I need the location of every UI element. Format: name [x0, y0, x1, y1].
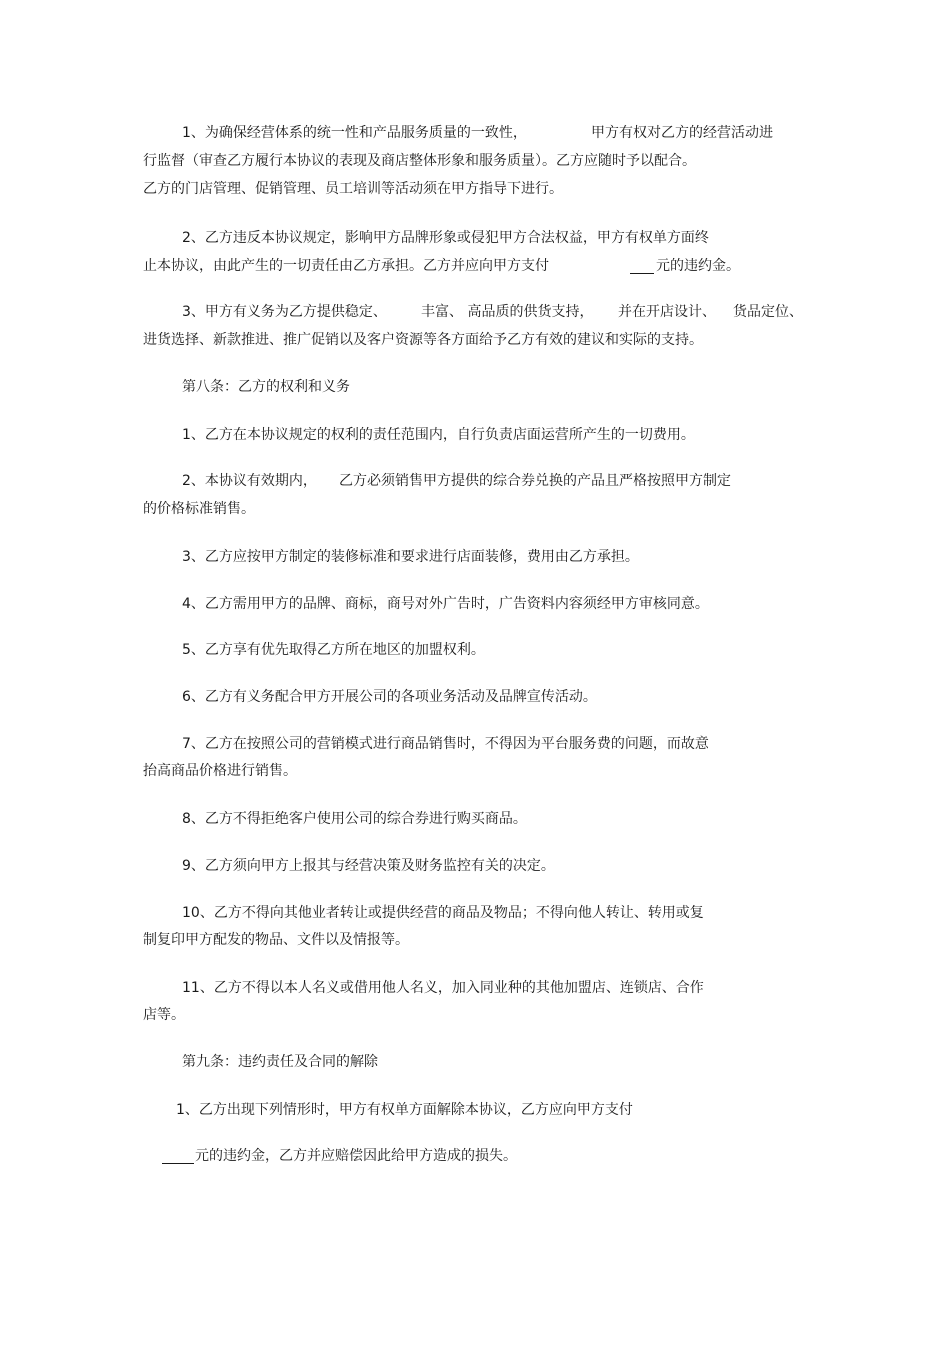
section-heading-article-9: 第九条：违约责任及合同的解除: [182, 1054, 378, 1070]
para-9-1-line-1: 1、乙方出现下列情形时，甲方有权单方面解除本协议，乙方应向甲方支付: [176, 1102, 633, 1118]
para-8-3: 3、乙方应按甲方制定的装修标准和要求进行店面装修，费用由乙方承担。: [182, 549, 639, 565]
para-8-4: 4、乙方需用甲方的品牌、商标，商号对外广告时，广告资料内容须经甲方审核同意。: [182, 596, 709, 612]
para-8-1: 1、乙方在本协议规定的权利的责任范围内，自行负责店面运营所产生的一切费用。: [182, 427, 695, 443]
para-9-1-line-2: 元的违约金，乙方并应赔偿因此给甲方造成的损失。: [195, 1148, 517, 1164]
para-8-10-line-1: 10、乙方不得向其他业者转让或提供经营的商品及物品；不得向他人转让、转用或复: [182, 905, 704, 921]
para-7-1-line-3: 乙方的门店管理、促销管理、员工培训等活动须在甲方指导下进行。: [143, 181, 563, 197]
para-8-2-line-1b: 乙方必须销售甲方提供的综合券兑换的产品且严格按照甲方制定: [339, 473, 731, 489]
para-7-2-line-2: 止本协议，由此产生的一切责任由乙方承担。乙方并应向甲方支付: [143, 258, 549, 274]
section-heading-article-8: 第八条：乙方的权利和义务: [182, 379, 350, 395]
para-8-7-line-2: 抬高商品价格进行销售。: [143, 763, 297, 779]
para-8-10-line-2: 制复印甲方配发的物品、文件以及情报等。: [143, 932, 409, 948]
para-8-2-line-1a: 2、本协议有效期内，: [182, 473, 317, 489]
para-8-2-line-2: 的价格标准销售。: [143, 501, 255, 517]
para-7-3-line-1d: 货品定位、: [733, 304, 803, 320]
blank-underline: [162, 1149, 194, 1164]
para-8-11-line-1: 11、乙方不得以本人名义或借用他人名义，加入同业种的其他加盟店、连锁店、合作: [182, 980, 704, 996]
para-8-11-line-2: 店等。: [143, 1007, 185, 1023]
para-8-7-line-1: 7、乙方在按照公司的营销模式进行商品销售时，不得因为平台服务费的问题，而故意: [182, 736, 709, 752]
para-8-5: 5、乙方享有优先取得乙方所在地区的加盟权利。: [182, 642, 485, 658]
para-7-3-line-2: 进货选择、新款推进、推广促销以及客户资源等各方面给予乙方有效的建议和实际的支持。: [143, 332, 703, 348]
para-7-2-line-1: 2、乙方违反本协议规定，影响甲方品牌形象或侵犯甲方合法权益，甲方有权单方面终: [182, 230, 709, 246]
para-8-9: 9、乙方须向甲方上报其与经营决策及财务监控有关的决定。: [182, 858, 555, 874]
para-8-6: 6、乙方有义务配合甲方开展公司的各项业务活动及品牌宣传活动。: [182, 689, 597, 705]
para-7-3-line-1c: 并在开店设计、: [618, 304, 716, 320]
blank-underline: [630, 259, 654, 274]
para-7-1-line-1: 1、为确保经营体系的统一性和产品服务质量的一致性，: [182, 125, 527, 141]
para-7-2-line-2-end: 元的违约金。: [656, 258, 740, 274]
para-8-8: 8、乙方不得拒绝客户使用公司的综合券进行购买商品。: [182, 811, 527, 827]
para-7-3-line-1a: 3、甲方有义务为乙方提供稳定、: [182, 304, 387, 320]
para-7-1-line-1-cont: 甲方有权对乙方的经营活动进: [591, 125, 773, 141]
para-7-1-line-2: 行监督（审查乙方履行本协议的表现及商店整体形象和服务质量）。乙方应随时予以配合。: [143, 153, 696, 169]
para-7-3-line-1b: 丰富、 高品质的供货支持，: [421, 304, 594, 320]
